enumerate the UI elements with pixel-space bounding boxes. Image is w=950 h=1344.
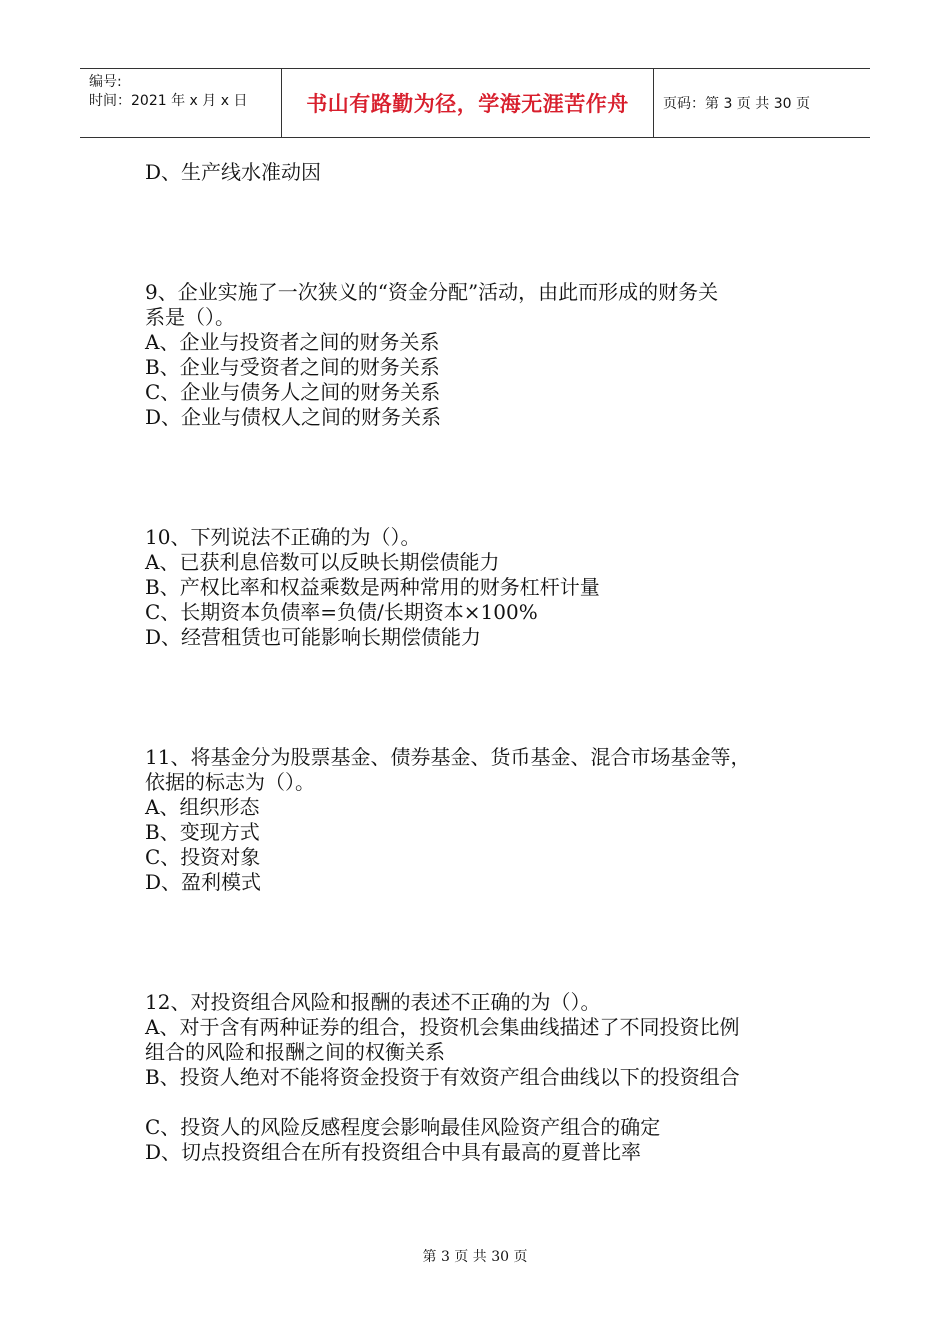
question-9: [145, 280, 815, 430]
option-d: D、经营租赁也可能影响长期偿债能力: [145, 625, 482, 649]
page-header: [80, 68, 870, 138]
header-motto: 书山有路勤为径，学海无涯苦作舟: [282, 69, 654, 137]
option-a-cont: 组合的风险和报酬之间的权衡关系: [145, 1040, 445, 1064]
option-a: A、组织形态: [145, 795, 260, 819]
question-11: [145, 745, 815, 895]
header-meta: [80, 69, 282, 137]
option-c: C、投资人的风险反感程度会影响最佳风险资产组合的确定: [145, 1115, 661, 1139]
question-stem: 12、对投资组合风险和报酬的表述不正确的为（）。: [145, 990, 601, 1014]
page-footer: 第 3 页 共 30 页: [422, 1249, 528, 1265]
question-stem: 9、企业实施了一次狭义的“资金分配”活动，由此而形成的财务关: [145, 280, 719, 304]
option-a: A、企业与投资者之间的财务关系: [145, 330, 440, 354]
option-b: B、投资人绝对不能将资金投资于有效资产组合曲线以下的投资组合: [145, 1065, 740, 1089]
option-b: B、企业与受资者之间的财务关系: [145, 355, 440, 379]
option-d: D、切点投资组合在所有投资组合中具有最高的夏普比率: [145, 1140, 642, 1164]
option-d: D、盈利模式: [145, 870, 262, 894]
question-stem-cont: 依据的标志为（）。: [145, 770, 315, 794]
option-c: C、长期资本负债率=负债/长期资本×100%: [145, 600, 538, 624]
option-c: C、企业与债务人之间的财务关系: [145, 380, 441, 404]
question-12: [145, 990, 815, 1165]
header-page-info: 页码：第 3 页 共 30 页: [663, 96, 810, 112]
number-label: 编号:: [89, 74, 122, 90]
option-c: C、投资对象: [145, 845, 261, 869]
time-label: 时间：2021 年 x 月 x 日: [89, 93, 248, 109]
question-stem: 10、下列说法不正确的为（）。: [145, 525, 421, 549]
question-stem-cont: 系是（）。: [145, 305, 235, 329]
option-b: B、变现方式: [145, 820, 260, 844]
option-a: A、对于含有两种证券的组合，投资机会集曲线描述了不同投资比例: [145, 1015, 740, 1039]
option-d: D、企业与债权人之间的财务关系: [145, 405, 442, 429]
option-b: B、产权比率和权益乘数是两种常用的财务杠杆计量: [145, 575, 600, 599]
option-a: A、已获利息倍数可以反映长期偿债能力: [145, 550, 500, 574]
prev-question-option-d: D、生产线水准动因: [145, 160, 322, 184]
question-10: [145, 525, 815, 650]
document-body: [145, 160, 815, 1165]
question-stem: 11、将基金分为股票基金、债券基金、货币基金、混合市场基金等，: [145, 745, 751, 769]
